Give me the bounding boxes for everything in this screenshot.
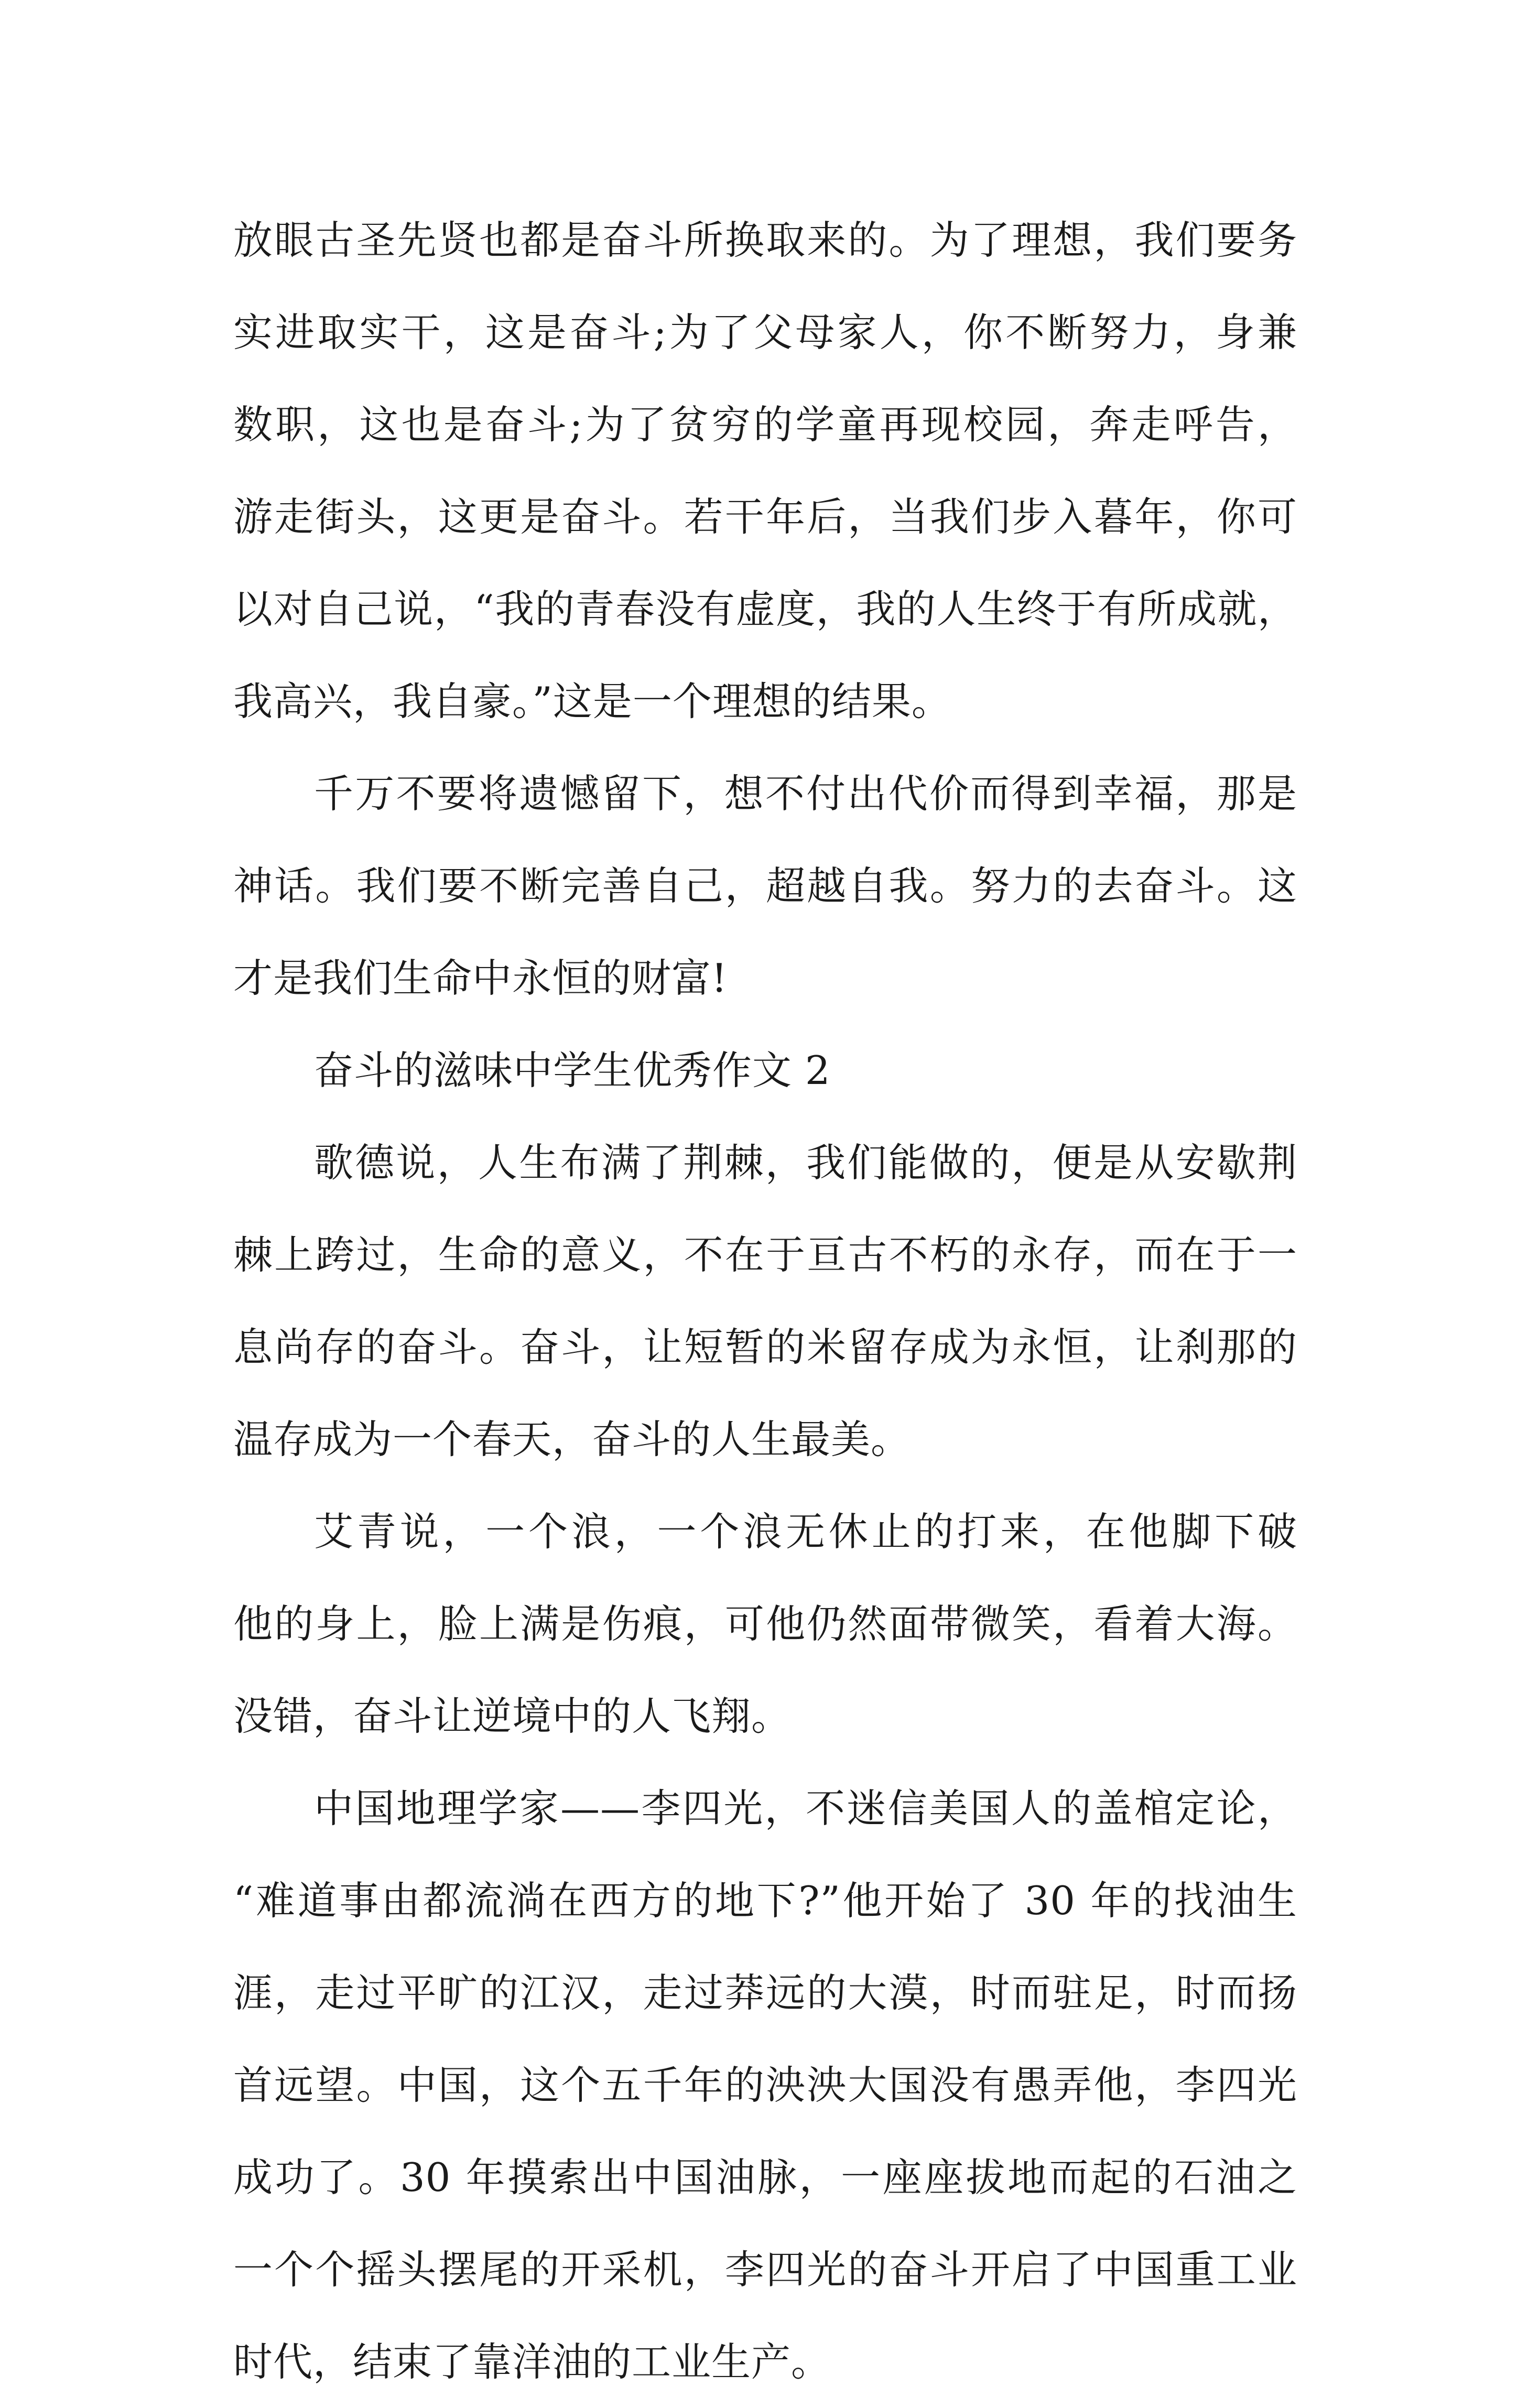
text-line: 神话。我们要不断完善自己，超越自我。努力的去奋斗。这 <box>233 863 1297 909</box>
text-line: 歌德说，人生布满了荆棘，我们能做的，便是从安歇荆 <box>314 1140 1297 1186</box>
text-line: 温存成为一个春天，奋斗的人生最美。 <box>233 1416 911 1462</box>
text-line: 放眼古圣先贤也都是奋斗所换取来的。为了理想，我们要务 <box>233 217 1297 263</box>
document-body <box>233 194 1297 2408</box>
text-line: 游走街头，这更是奋斗。若干年后，当我们步入暮年，你可 <box>233 494 1297 540</box>
text-line: 才是我们生命中永恒的财富! <box>233 955 728 1001</box>
text-line: 涯，走过平旷的江汉，走过莽远的大漠，时而驻足，时而扬 <box>233 1970 1297 2016</box>
text-line: 成功了。30 年摸索出中国油脉，一座座拔地而起的石油之 <box>233 2154 1297 2200</box>
text-line: 首远望。中国，这个五千年的泱泱大国没有愚弄他，李四光 <box>233 2062 1297 2108</box>
text-line: 实进取实干，这是奋斗;为了父母家人，你不断努力，身兼 <box>233 309 1297 355</box>
text-line: 一个个摇头摆尾的开采机，李四光的奋斗开启了中国重工业 <box>233 2247 1297 2293</box>
text-line: 以对自己说，“我的青春没有虚度，我的人生终于有所成就， <box>233 586 1297 632</box>
text-line: 奋斗的滋味中学生优秀作文 2 <box>314 1047 831 1093</box>
text-line: 他的身上，脸上满是伤痕，可他仍然面带微笑，看着大海。 <box>233 1601 1297 1647</box>
text-line: 艾青说，一个浪，一个浪无休止的打来，在他脚下破 <box>314 1509 1297 1555</box>
text-line: 数职，这也是奋斗;为了贫穷的学童再现校园，奔走呼告， <box>233 402 1297 448</box>
text-line: 中国地理学家——李四光，不迷信美国人的盖棺定论， <box>314 1785 1297 1831</box>
text-line: 时代，结束了靠洋油的工业生产。 <box>233 2339 831 2385</box>
text-line: 棘上跨过，生命的意义，不在于亘古不朽的永存，而在于一 <box>233 1232 1297 1278</box>
text-line: 我高兴，我自豪。”这是一个理想的结果。 <box>233 678 951 724</box>
text-line: 千万不要将遗憾留下，想不付出代价而得到幸福，那是 <box>314 771 1297 817</box>
text-line: 息尚存的奋斗。奋斗，让短暂的米留存成为永恒，让刹那的 <box>233 1324 1297 1370</box>
text-line: “难道事由都流淌在西方的地下?”他开始了 30 年的找油生 <box>233 1878 1297 1924</box>
text-line: 没错，奋斗让逆境中的人飞翔。 <box>233 1693 792 1739</box>
